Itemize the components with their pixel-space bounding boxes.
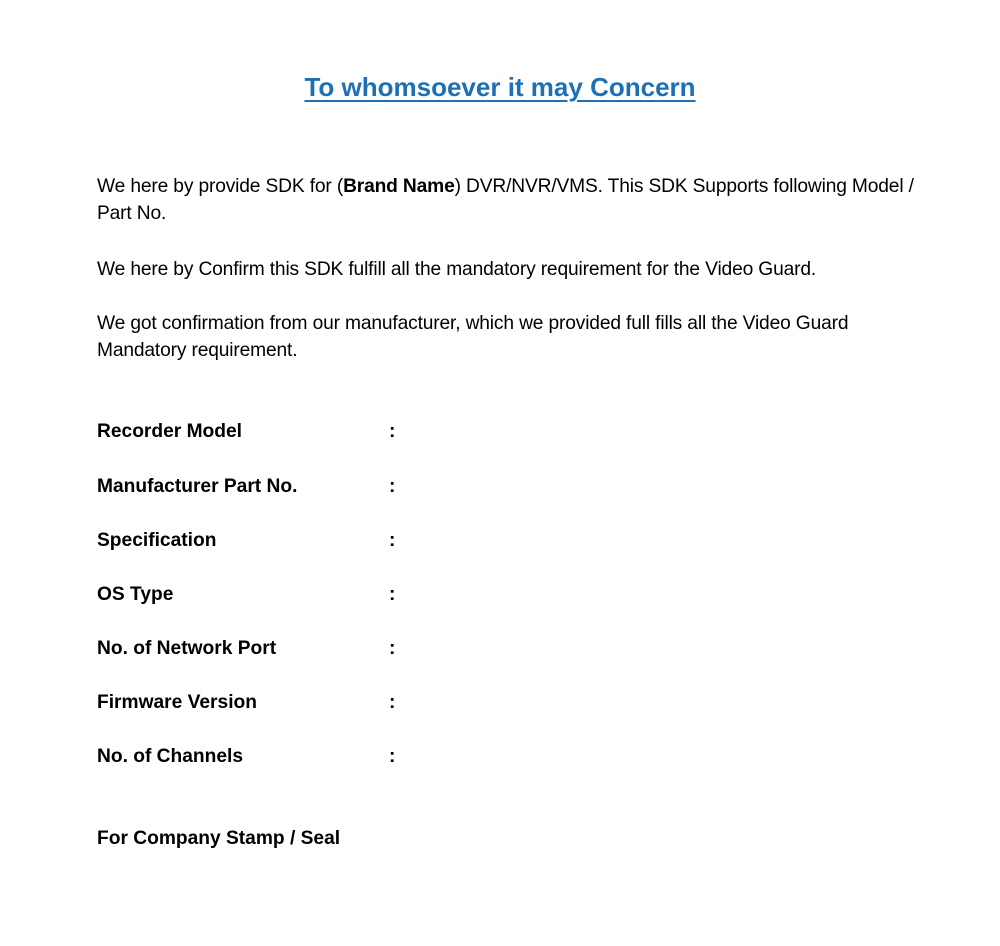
confirmation-paragraph: We here by Confirm this SDK fulfill all the mandatory requirement for the Video Guard. [97, 259, 817, 280]
intro-paragraph [97, 173, 917, 227]
document-title: To whomsoever it may Concern [304, 72, 696, 102]
field-network-port [97, 636, 417, 662]
company-stamp-label: For Company Stamp / Seal [97, 828, 341, 849]
field-firmware-version [97, 690, 417, 716]
field-label: No. of Network Port [97, 638, 277, 659]
field-separator: : [389, 476, 396, 497]
field-separator: : [389, 638, 396, 659]
field-label: Specification [97, 530, 217, 551]
field-separator: : [389, 692, 396, 713]
field-label: Firmware Version [97, 692, 257, 713]
field-os-type [97, 582, 417, 608]
field-label: Recorder Model [97, 421, 243, 442]
field-separator: : [389, 584, 396, 605]
intro-text-after: ) DVR/NVR/VMS. This SDK Supports following Model / Part No. [97, 176, 914, 224]
field-manufacturer-part-no [97, 474, 417, 500]
field-label: Manufacturer Part No. [97, 476, 298, 497]
field-separator: : [389, 421, 396, 442]
field-separator: : [389, 530, 396, 551]
field-separator: : [389, 746, 396, 767]
brand-name-placeholder: Brand Name [343, 176, 455, 197]
field-specification [97, 528, 417, 554]
field-label: No. of Channels [97, 746, 244, 767]
field-label: OS Type [97, 584, 174, 605]
manufacturer-paragraph: We got confirmation from our manufacturer, which we provided full fills all the Video Guard Mandatory requirement. [97, 313, 849, 361]
field-recorder-model [97, 419, 417, 445]
field-channels [97, 744, 417, 770]
intro-text-before: We here by provide SDK for ( [97, 176, 344, 197]
